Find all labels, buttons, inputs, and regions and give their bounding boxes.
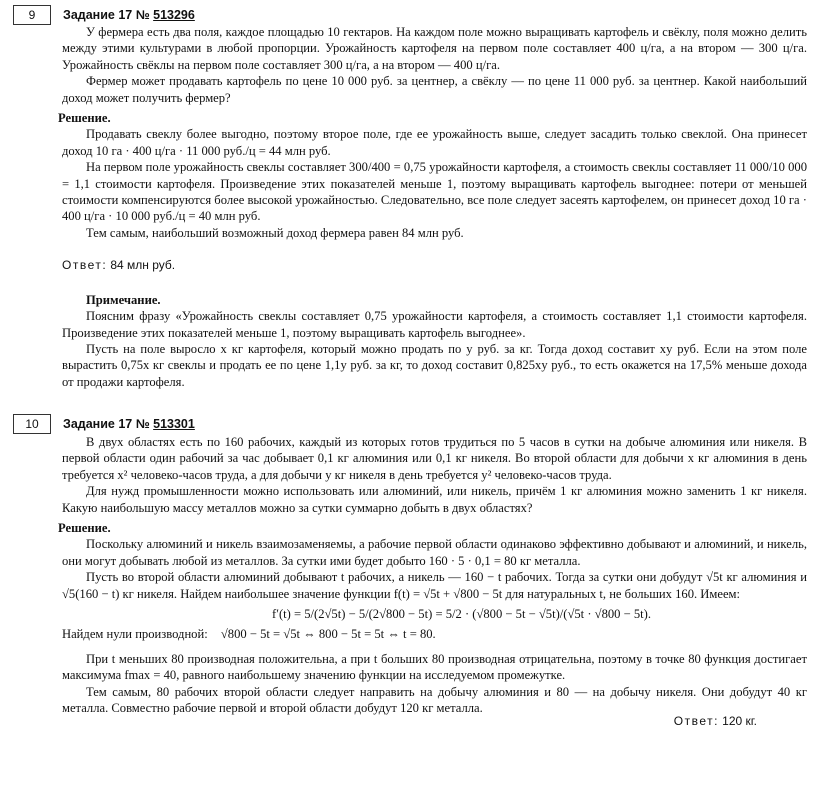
solution-paragraph: Поскольку алюминий и никель взаимозаменяемы, а рабочие первой области одинаково эффективно добывают и алюминий, и никель, они могут добывать любой из металлов. За сутки ими будет добыто 160 · 5 · 0,1 = 80 кг металла.	[62, 537, 807, 568]
task-id-link[interactable]: 513301	[153, 417, 195, 431]
problem-paragraph: У фермера есть два поля, каждое площадью 10 гектаров. На каждом поле можно выращивать картофель и свёклу, поля можно делить между этими культурами в любой пропорции. Урожайность картофеля на первом поле составляет 400 ц/га, а на втором — 300 ц/га. Урожайность свёклы на первом поле составляет 300 ц/га, а на втором — 400 ц/га.	[62, 25, 807, 72]
solution-paragraph: Тем самым, 80 рабочих второй области следует направить на добычу алюминия и 80 — на добычу никеля. Они добудут 40 кг металла. Совместно рабочие первой и второй области добудут 120 кг металла.	[62, 684, 807, 716]
problem-paragraph: Фермер может продавать картофель по цене 10 000 руб. за центнер, а свёклу — по цене 11 000 руб. за центнер. Какой наибольший доход может получить фермер?	[62, 74, 807, 105]
task-heading	[63, 416, 195, 432]
derivative-formula: f′(t) = 5/(2√5t) − 5/(2√800 − 5t) = 5/2 · (√800 − 5t − √5t)/(√5t · √800 − 5t).	[272, 607, 652, 622]
task-heading	[63, 7, 195, 23]
zeros-line	[62, 626, 807, 642]
task-title: Задание 17 №	[63, 8, 150, 22]
solution-label: Решение.	[58, 111, 111, 126]
problem-paragraph: Для нужд промышленности можно использовать или алюминий, или никель, причём 1 кг алюминия можно заменить 1 кг никеля. Какую наибольшую массу металлов можно за сутки суммарно добыть в двух областях?	[62, 484, 807, 515]
solution-paragraph: На первом поле урожайность свеклы составляет 300/400 = 0,75 урожайности картофеля, а стоимость свеклы составляет 11 000/10 000 = 1,1 стоимости картофеля. Произведение этих показателей меньше 1, поэтому выращивать картофель выгоднее: потери от меньшей стоимости компенсируются более высокой урожайностью. Следовательно, все поле следует засеять картофелем, он принесет доход 10 га · 400 ц/га · 10 000 руб./ц = 40 млн руб.	[62, 160, 807, 224]
solution-paragraph: Продавать свеклу более выгодно, поэтому второе поле, где ее урожайность выше, следует засадить только свеклой. Она принесет доход 10 га · 400 ц/га · 11 000 руб./ц = 44 млн руб.	[62, 127, 807, 158]
solution-paragraph: Тем самым, наибольший возможный доход фермера равен 84 млн руб.	[86, 225, 464, 240]
task-number-box: 10	[13, 414, 51, 434]
task-content	[58, 24, 807, 390]
zeros-label: Найдем нули производной:	[62, 627, 208, 642]
answer-value: 120 кг.	[722, 713, 757, 728]
solution-label: Решение.	[58, 521, 111, 536]
task-id-link[interactable]: 513296	[153, 8, 195, 22]
answer-line	[62, 257, 807, 273]
note-label: Примечание.	[86, 292, 161, 307]
problem-paragraph: В двух областях есть по 160 рабочих, каждый из которых готов трудиться по 5 часов в сутки на добыче алюминия или никеля. В первой области один рабочий за час добывает 0,1 кг алюминия или 0,1 кг никеля. Во второй области для добычи x кг алюминия в день требуется x² человеко-часов труда, а для добычи y кг никеля в день требуется y² человеко-часов труда.	[62, 435, 807, 482]
answer-label: Ответ:	[62, 258, 108, 273]
note-paragraph: Пусть на поле выросло x кг картофеля, который можно продать по y руб. за кг. Тогда доход составит xy руб. Если на этом поле вырастить 0,75x кг свеклы и продать ее по цене 1,1y руб. за кг, то доход составит 0,825xy руб., то есть окажется на 17,5% меньше дохода от продажи картофеля.	[62, 341, 807, 389]
task-number-box: 9	[13, 5, 51, 25]
answer-value: 84 млн руб.	[110, 258, 176, 273]
solution-paragraph: Пусть во второй области алюминий добывают t рабочих, а никель — 160 − t рабочих. Тогда за сутки они добудут √5t кг алюминия и √5(160 − t) кг никеля. Найдем наибольшее значение функции f(t) = √5t + √800 − 5t для натуральных t, не больших 160. Имеем:	[62, 570, 807, 601]
answer-label: Ответ:	[673, 713, 719, 728]
solution-paragraph: При t меньших 80 производная положительна, а при t больших 80 производная отрицательна, поэтому в точке 80 функция достигает максимума fmax = 40, равного наибольшему значению функции на исследуемом промежутке.	[62, 651, 807, 683]
task-content	[58, 434, 807, 729]
zeros-formula: √800 − 5t = √5t ⇔ 800 − 5t = 5t ⇔ t = 80.	[220, 627, 436, 642]
note-paragraph: Поясним фразу «Урожайность свеклы составляет 0,75 урожайности картофеля, а стоимость составляет 1,1 стоимости картофеля. Произведение этих показателей меньше 1, поэтому выращивать картофель выгоднее».	[62, 309, 807, 340]
task-title: Задание 17 №	[63, 417, 150, 431]
